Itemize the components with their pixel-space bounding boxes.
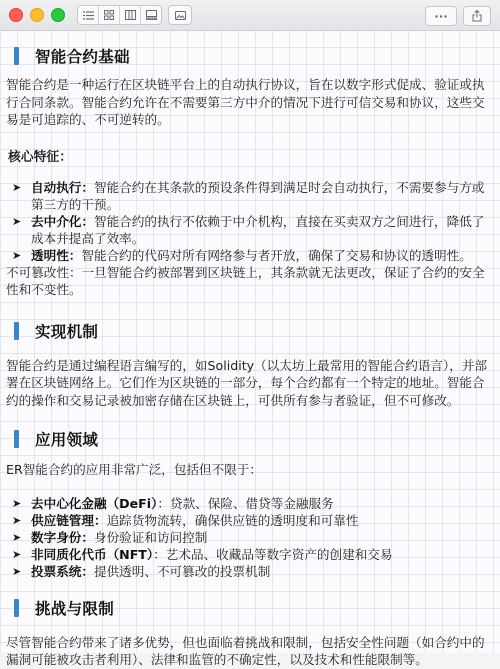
minimize-button[interactable] [30,8,44,22]
section-paragraph: 智能合约是一种运行在区块链平台上的自动执行协议，旨在以数字形式促成、验证或执行合同条款。智能合约允许在不需要第三方中介的情况下进行可信交易和协议，这些交易是可追踪的、不可逆转的。 [6,77,485,127]
arrow-bullet-icon: ➤ [12,547,22,561]
list-view-button[interactable] [78,6,99,24]
arrow-bullet-icon: ➤ [12,248,22,262]
grid-icon [104,10,114,20]
section-paragraph: 智能合约是通过编程语言编写的，如Solidity（以太坊上最常用的智能合约语言），并部署在区块链网络上。它们作为区块链的一部分，每个合约都有一个特定的地址。智能合约的操作和交易记录被加密存储在区块链上，可供所有参与者验证，但不可修改。 [6,357,488,408]
columns-view-button[interactable] [120,6,141,24]
section-heading [6,588,494,628]
list-item [6,563,494,580]
arrow-bullet-icon: ➤ [12,180,22,194]
heading-text: 实现机制 [35,322,99,341]
close-button[interactable] [9,8,23,22]
gallery-icon [146,10,157,20]
section-paragraph: 不可篡改性：一旦智能合约被部署到区块链上，其条款就无法更改，保证了合约的安全性和不变性。 [6,264,485,297]
item-text: 提供透明、不可篡改的投票机制 [93,563,271,579]
list-item [6,213,494,247]
traffic-lights [9,8,65,22]
grid-view-button[interactable] [99,6,120,24]
arrow-bullet-icon: ➤ [12,513,22,527]
photo-button[interactable] [168,5,192,25]
columns-icon [125,10,136,20]
heading-text: 智能合约基础 [35,48,130,66]
section-heading [6,311,494,351]
item-text: 智能合约在其条款的预设条件得到满足时会自动执行，不需要参与方或第三方的干预。 [31,179,485,212]
view-mode-group [77,5,162,25]
section-heading [6,36,494,76]
title-bar [0,0,500,31]
list-item [6,247,494,264]
heading-accent-bar [14,47,19,65]
item-text: ：贷款、保险、借贷等金融服务 [157,495,334,511]
share-button[interactable] [463,6,491,26]
item-term: 供应链管理： [31,512,107,528]
arrow-bullet-icon: ➤ [12,564,22,578]
gallery-view-button[interactable] [141,6,161,24]
heading-accent-bar [14,430,19,448]
arrow-bullet-icon: ➤ [12,530,22,544]
zoom-button[interactable] [51,8,65,22]
item-term: 去中心化金融（DeFi） [31,495,158,511]
section-paragraph: ER智能合约的应用非常广泛，包括但不限于： [6,462,262,477]
list-item [6,495,494,512]
heading-accent-bar [14,322,19,340]
item-term: 数字身份： [31,529,94,545]
arrow-bullet-icon: ➤ [12,496,22,510]
item-term: 自动执行： [31,179,94,195]
list-item [6,529,494,546]
section-heading [6,419,494,459]
list-item [6,512,494,529]
item-term: 去中介化： [31,213,94,229]
more-button[interactable] [425,6,457,26]
arrow-bullet-icon: ➤ [12,214,22,228]
document-body [0,36,500,669]
application-list [6,495,494,580]
more-icon [435,15,447,18]
feature-list [6,179,494,264]
share-icon [472,10,482,22]
photo-icon [175,11,186,20]
heading-text: 挑战与限制 [35,599,115,618]
heading-accent-bar [14,599,19,617]
item-term: 非同质化代币（NFT） [31,546,154,562]
item-term: 透明性： [31,247,82,263]
item-text: ：艺术品、收藏品等数字资产的创建和交易 [153,546,393,562]
item-term: 投票系统： [31,563,94,579]
heading-text: 应用领域 [35,431,99,449]
item-text: 追踪货物流转，确保供应链的透明度和可靠性 [106,512,359,528]
item-text: 智能合约的代码对所有网络参与者开放，确保了交易和协议的透明性。 [81,247,472,263]
core-features-label: 核心特征： [8,149,72,165]
list-item [6,546,494,563]
section-paragraph: 尽管智能合约带来了诸多优势，但也面临着挑战和限制，包括安全性问题（如合约中的漏洞可能被攻击者利用）、法律和监管的不确定性，以及技术和性能限制等。 [6,634,485,667]
list-icon [83,11,94,20]
item-text: 身份验证和访问控制 [93,529,208,545]
item-text: 智能合约的执行不依赖于中介机构，直接在买卖双方之间进行，降低了成本并提高了效率。 [31,213,485,246]
list-item [6,179,494,213]
